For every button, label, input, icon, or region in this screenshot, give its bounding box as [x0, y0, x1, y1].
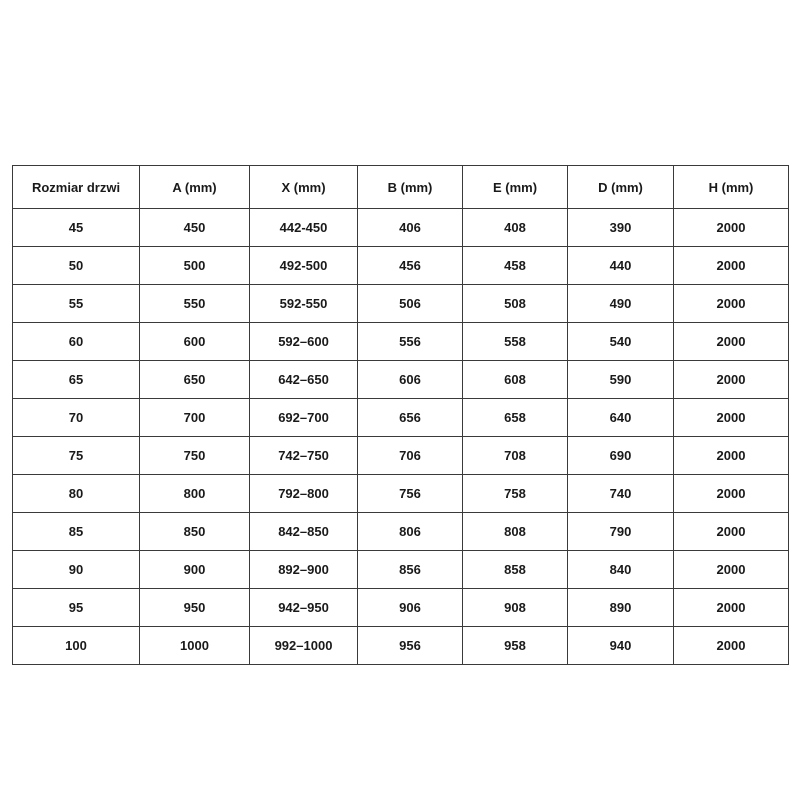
- cell-e: 658: [463, 399, 568, 437]
- table-row: [13, 513, 789, 551]
- cell-b: 706: [358, 437, 463, 475]
- table-row: [13, 247, 789, 285]
- cell-b: 606: [358, 361, 463, 399]
- cell-b: 406: [358, 209, 463, 247]
- cell-e: 758: [463, 475, 568, 513]
- cell-d: 940: [568, 627, 674, 665]
- cell-b: 556: [358, 323, 463, 361]
- table-row: [13, 323, 789, 361]
- table-row: [13, 209, 789, 247]
- column-header-e: E (mm): [463, 166, 568, 209]
- cell-e: 458: [463, 247, 568, 285]
- table-row: [13, 361, 789, 399]
- cell-a: 850: [140, 513, 250, 551]
- cell-x: 892–900: [250, 551, 358, 589]
- cell-x: 692–700: [250, 399, 358, 437]
- table-row: [13, 285, 789, 323]
- table-row: [13, 551, 789, 589]
- cell-a: 750: [140, 437, 250, 475]
- cell-x: 592–600: [250, 323, 358, 361]
- cell-e: 408: [463, 209, 568, 247]
- cell-x: 842–850: [250, 513, 358, 551]
- cell-d: 590: [568, 361, 674, 399]
- cell-door-size: 95: [13, 589, 140, 627]
- cell-a: 500: [140, 247, 250, 285]
- cell-door-size: 45: [13, 209, 140, 247]
- door-size-specification-table: [12, 165, 789, 665]
- cell-h: 2000: [674, 551, 789, 589]
- cell-h: 2000: [674, 209, 789, 247]
- cell-door-size: 65: [13, 361, 140, 399]
- cell-a: 550: [140, 285, 250, 323]
- cell-b: 856: [358, 551, 463, 589]
- cell-e: 708: [463, 437, 568, 475]
- cell-b: 756: [358, 475, 463, 513]
- cell-b: 506: [358, 285, 463, 323]
- cell-h: 2000: [674, 437, 789, 475]
- cell-h: 2000: [674, 513, 789, 551]
- cell-x: 592-550: [250, 285, 358, 323]
- cell-h: 2000: [674, 247, 789, 285]
- cell-b: 656: [358, 399, 463, 437]
- cell-e: 808: [463, 513, 568, 551]
- cell-x: 492-500: [250, 247, 358, 285]
- cell-x: 792–800: [250, 475, 358, 513]
- cell-e: 958: [463, 627, 568, 665]
- cell-d: 840: [568, 551, 674, 589]
- cell-x: 642–650: [250, 361, 358, 399]
- cell-d: 690: [568, 437, 674, 475]
- cell-door-size: 75: [13, 437, 140, 475]
- cell-door-size: 70: [13, 399, 140, 437]
- cell-a: 600: [140, 323, 250, 361]
- table-row: [13, 589, 789, 627]
- cell-x: 942–950: [250, 589, 358, 627]
- cell-b: 906: [358, 589, 463, 627]
- cell-d: 490: [568, 285, 674, 323]
- cell-e: 908: [463, 589, 568, 627]
- cell-door-size: 55: [13, 285, 140, 323]
- cell-x: 992–1000: [250, 627, 358, 665]
- cell-e: 558: [463, 323, 568, 361]
- table-header-row: [13, 166, 789, 209]
- table-header: [13, 166, 789, 209]
- table-row: [13, 399, 789, 437]
- cell-a: 650: [140, 361, 250, 399]
- cell-a: 450: [140, 209, 250, 247]
- cell-d: 390: [568, 209, 674, 247]
- table-body: [13, 209, 789, 665]
- cell-door-size: 60: [13, 323, 140, 361]
- cell-h: 2000: [674, 323, 789, 361]
- cell-d: 640: [568, 399, 674, 437]
- cell-b: 806: [358, 513, 463, 551]
- column-header-a: A (mm): [140, 166, 250, 209]
- cell-d: 740: [568, 475, 674, 513]
- cell-a: 1000: [140, 627, 250, 665]
- cell-door-size: 100: [13, 627, 140, 665]
- cell-d: 440: [568, 247, 674, 285]
- cell-a: 800: [140, 475, 250, 513]
- cell-x: 742–750: [250, 437, 358, 475]
- cell-h: 2000: [674, 399, 789, 437]
- cell-door-size: 80: [13, 475, 140, 513]
- table-row: [13, 475, 789, 513]
- column-header-b: B (mm): [358, 166, 463, 209]
- cell-a: 900: [140, 551, 250, 589]
- column-header-door-size: Rozmiar drzwi: [13, 166, 140, 209]
- cell-b: 956: [358, 627, 463, 665]
- cell-h: 2000: [674, 475, 789, 513]
- cell-d: 540: [568, 323, 674, 361]
- column-header-h: H (mm): [674, 166, 789, 209]
- cell-b: 456: [358, 247, 463, 285]
- cell-h: 2000: [674, 361, 789, 399]
- cell-e: 608: [463, 361, 568, 399]
- column-header-x: X (mm): [250, 166, 358, 209]
- cell-h: 2000: [674, 627, 789, 665]
- cell-door-size: 50: [13, 247, 140, 285]
- cell-a: 700: [140, 399, 250, 437]
- cell-x: 442-450: [250, 209, 358, 247]
- cell-e: 508: [463, 285, 568, 323]
- cell-h: 2000: [674, 285, 789, 323]
- table-row: [13, 437, 789, 475]
- cell-door-size: 85: [13, 513, 140, 551]
- cell-d: 790: [568, 513, 674, 551]
- cell-d: 890: [568, 589, 674, 627]
- column-header-d: D (mm): [568, 166, 674, 209]
- cell-a: 950: [140, 589, 250, 627]
- cell-e: 858: [463, 551, 568, 589]
- specification-table-container: [12, 165, 788, 665]
- cell-h: 2000: [674, 589, 789, 627]
- table-row: [13, 627, 789, 665]
- cell-door-size: 90: [13, 551, 140, 589]
